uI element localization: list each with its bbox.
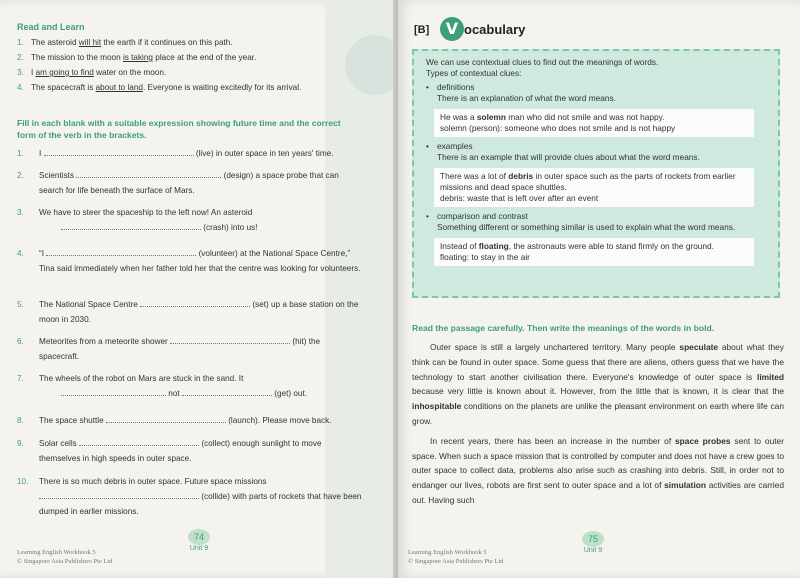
left-page <box>0 0 396 578</box>
answer-blank[interactable] <box>170 336 290 344</box>
passage-instruction: Read the passage carefully. Then write the meanings of the words in bold. <box>412 323 715 333</box>
exercise-item: 10. There is so much debris in outer space. Future space missions (collide) with parts of rockets that have been dumped in earlier missions. <box>17 477 362 516</box>
answer-blank[interactable] <box>39 491 199 499</box>
answer-blank[interactable] <box>182 388 272 396</box>
section-title: ocabulary <box>464 22 526 37</box>
page-number: 75 <box>582 531 604 547</box>
footer: Learning English Workbook 5 © Singapore Asia Publishers Pte Ltd <box>17 549 113 565</box>
exercise-item: 5. The National Space Centre (set) up a base station on the moon in 2030. <box>17 300 359 324</box>
footer: Learning English Workbook 5 © Singapore Asia Publishers Pte Ltd <box>408 549 504 565</box>
section-letter-badge: V <box>440 17 464 41</box>
read-and-learn-heading: Read and Learn <box>17 22 85 32</box>
page-number: 74 <box>188 529 210 545</box>
exercise-item: 1. I (live) in outer space in ten years' time. <box>17 149 334 158</box>
clue-item: • examples There is an example that will provide clues about what the word means. <box>426 141 700 162</box>
answer-blank[interactable] <box>140 299 250 307</box>
exercise-item: 2. Scientists (design) a space probe that can search for life beneath the surface of Mars. <box>17 171 339 195</box>
unit-label: Unit 9 <box>583 547 603 554</box>
exercise-item: 4. “I (volunteer) at the National Space Centre,” Tina said immediately when her father told her that the centre was looking for volunteers. <box>17 249 361 273</box>
example-box: He was a solemn man who did not smile and was not happy. solemn (person): someone who does not smile and is not happy <box>434 109 754 137</box>
list-item: 2. The mission to the moon is taking place at the end of the year. <box>17 53 257 62</box>
list-item: 4. The spacecraft is about to land. Everyone is waiting excitedly for its arrival. <box>17 83 302 92</box>
paragraph: In recent years, there has been an increase in the number of space probes sent to outer space. When such a space mission that is controlled by computer and does not have a crew goes to outer space to collect data, problems also arise such as crashing into debris. Still, in order not to endanger our lives, robots are first sent to outer space and a lot of simulation activities are carried out. Having such <box>412 435 785 505</box>
answer-blank[interactable] <box>46 248 196 256</box>
reading-passage <box>412 340 784 513</box>
answer-blank[interactable] <box>61 388 166 396</box>
section-label: [B] <box>414 24 430 36</box>
answer-blank[interactable] <box>61 222 201 230</box>
exercise-instruction: Fill in each blank with a suitable expression showing future time and the correct form of the verb in the brackets. <box>17 118 341 140</box>
vocabulary-box: We can use contextual clues to find out the meanings of words. Types of contextual clues: • definitions There is an explanation of what the word means. He was a solemn man who did not smile and was not happy. solemn (person): someone who does not smile and is not happy • examples There is an example that will provide clues about what the word means. There was a lot of debris in outer space such as the parts of rockets from earlier missions and dead space shuttles. debris: waste that is left over after an event • comparison and contrast Something different or something similar is used to explain what the word means. Instead of floating, the astronauts were able to stand firmly on the ground. floating: to stay in the air <box>412 49 780 298</box>
list-item: 1. The asteroid will hit the earth if it continues on this path. <box>17 38 233 47</box>
answer-blank[interactable] <box>106 415 226 423</box>
list-item: 3. I am going to find water on the moon. <box>17 68 167 77</box>
answer-blank[interactable] <box>44 148 194 156</box>
background-decoration <box>345 35 396 95</box>
page-number-badge <box>582 531 604 554</box>
clue-item: • comparison and contrast Something different or something similar is used to explain what the word means. <box>426 211 736 232</box>
answer-blank[interactable] <box>76 170 221 178</box>
exercise-item: 7. The wheels of the robot on Mars are stuck in the sand. It not (get) out. <box>17 374 308 398</box>
example-box: Instead of floating, the astronauts were able to stand firmly on the ground. floating: to stay in the air <box>434 238 754 266</box>
answer-blank[interactable] <box>79 438 199 446</box>
page-number-badge <box>188 529 210 552</box>
exercise-item: 9. Solar cells (collect) enough sunlight to move themselves in high speeds in outer space. <box>17 439 322 463</box>
paragraph: Outer space is still a largely unchartered territory. Many people speculate about what they think can be found in outer space. Some guess that there are aliens, others guess that we have the technology to start another civilisation there. Everyone's knowledge of outer space is limited because very little is known about it. However, from the little that is known, it is clear that the inhospitable conditions on the planets are unlike the pleasant environment on earth where life can grow. <box>412 342 784 426</box>
read-and-learn-list <box>17 38 347 98</box>
clue-item: • definitions There is an explanation of what the word means. <box>426 82 616 103</box>
exercise-item: 8. The space shuttle (launch). Please move back. <box>17 416 332 425</box>
unit-label: Unit 9 <box>189 545 209 552</box>
exercise-item: 6. Meteorites from a meteorite shower (hit) the spacecraft. <box>17 337 321 361</box>
example-box: There was a lot of debris in outer space such as the parts of rockets from earlier missions and dead space shuttles. debris: waste that is left over after an event <box>434 168 754 207</box>
right-page <box>398 0 800 578</box>
exercise-item: 3. We have to steer the spaceship to the left now! An asteroid (crash) into us! <box>17 208 258 232</box>
